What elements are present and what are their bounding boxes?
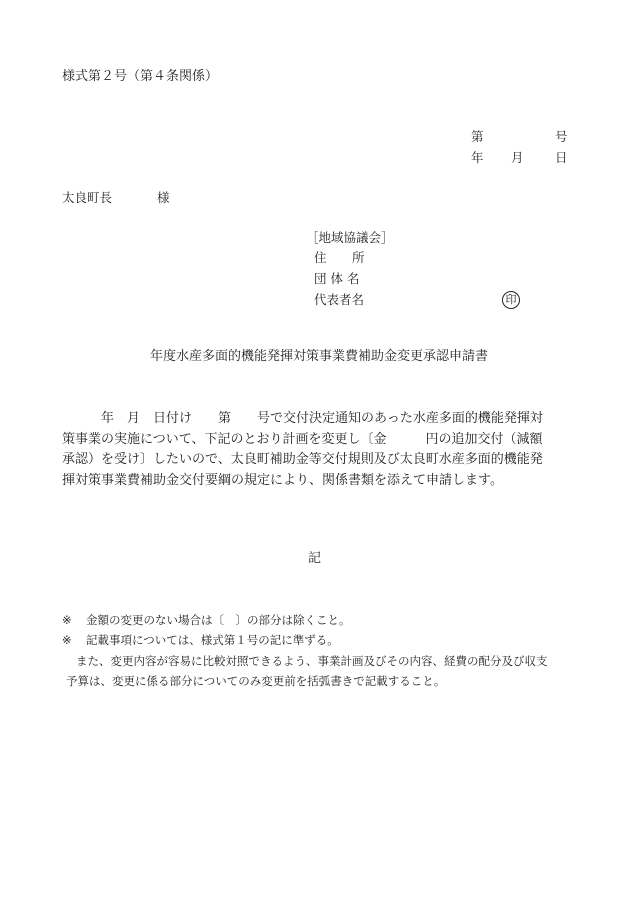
note-1-text: 金額の変更のない場合は〔 〕の部分は除くこと。 bbox=[86, 613, 351, 627]
date-day: 日 bbox=[555, 150, 568, 165]
representative-label: 代表者名 bbox=[314, 292, 365, 307]
addressee-name: 太良町長 bbox=[62, 190, 113, 205]
note-2 bbox=[62, 632, 339, 648]
note-3: また、変更内容が容易に比較対照できるよう、事業計画及びその内容、経費の配分及び収支 bbox=[76, 654, 548, 668]
body-paragraph bbox=[62, 409, 592, 491]
group-name-label: 団 体 名 bbox=[314, 271, 360, 286]
note-2-mark: ※ bbox=[62, 633, 72, 647]
body-line-3: 承認）を受け〕したいので、太良町補助金等交付規則及び太良町水産多面的機能発 bbox=[62, 452, 543, 467]
document-number-prefix: 第 bbox=[471, 129, 484, 144]
document-number-suffix: 号 bbox=[555, 129, 568, 144]
document-title: 年度水産多面的機能発揮対策事業費補助金変更承認申請書 bbox=[150, 349, 489, 364]
seal-mark: 印 bbox=[502, 291, 520, 309]
note-1-mark: ※ bbox=[62, 613, 72, 627]
council-label: ［地域協議会］ bbox=[306, 230, 394, 245]
body-line-1: 年 月 日付け 第 号で交付決定通知のあった水産多面的機能発揮対 bbox=[62, 411, 543, 426]
note-2-text: 記載事項については、様式第１号の記に準ずる。 bbox=[86, 633, 339, 647]
form-number: 様式第２号（第４条関係） bbox=[62, 69, 219, 84]
address-label-a: 住 bbox=[314, 250, 327, 265]
body-line-4: 揮対策事業費補助金交付要綱の規定により、関係書類を添えて申請します。 bbox=[62, 472, 503, 488]
address-label bbox=[314, 250, 365, 266]
date-year: 年 bbox=[471, 150, 484, 165]
note-4: 予算は、変更に係る部分についてのみ変更前を括弧書きで記載すること。 bbox=[66, 674, 446, 688]
address-label-b: 所 bbox=[352, 250, 365, 265]
addressee-honorific: 様 bbox=[157, 190, 170, 205]
body-line-2: 策事業の実施について、下記のとおり計画を変更し〔金 円の追加交付（減額 bbox=[62, 431, 543, 447]
date-month: 月 bbox=[511, 150, 524, 165]
ki-heading: 記 bbox=[308, 551, 322, 566]
note-1 bbox=[62, 612, 351, 628]
addressee bbox=[62, 190, 170, 206]
